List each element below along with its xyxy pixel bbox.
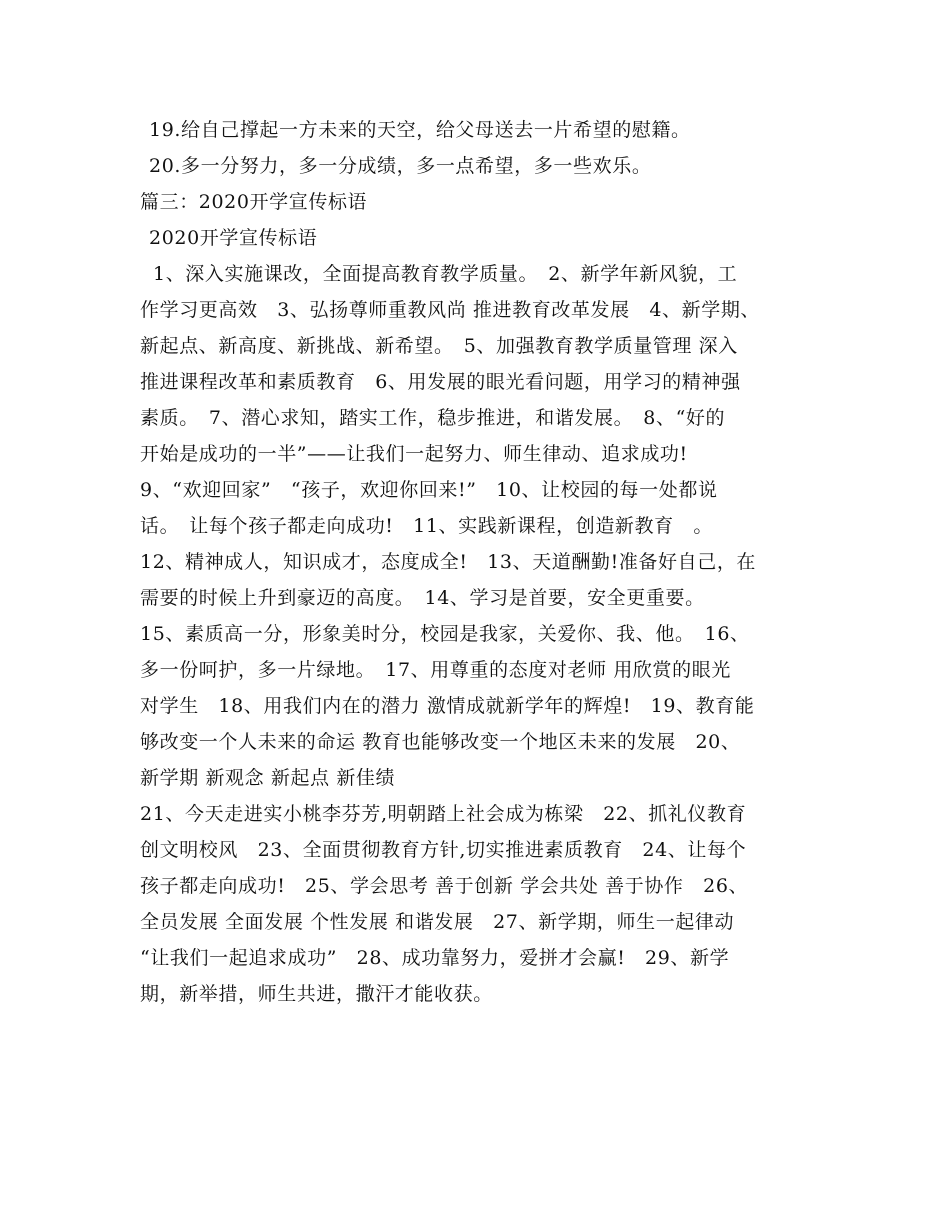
paragraph-line: 21、今天走进实小桃李芬芳,明朝踏上社会成为栋梁 22、抓礼仪教育 [140, 803, 747, 825]
paragraph-line: 作学习更高效 3、弘扬尊师重教风尚 推进教育改革发展 4、新学期、 [140, 299, 761, 321]
paragraph-line: 12、精神成人，知识成才，态度成全! 13、天道酬勤!准备好自己，在 [140, 551, 757, 573]
paragraph-line: 9、“欢迎回家” “孩子，欢迎你回来!” 10、让校园的每一处都说 [140, 479, 718, 501]
paragraph-line: 孩子都走向成功! 25、学会思考 善于创新 学会共处 善于协作 26、 [140, 875, 749, 897]
paragraph-line: 素质。 7、潜心求知，踏实工作，稳步推进，和谐发展。 8、“好的 [140, 407, 726, 429]
paragraph-line: 15、素质高一分，形象美时分，校园是我家，关爱你、我、他。 16、 [140, 623, 750, 645]
section-heading: 篇三：2020开学宣传标语 [140, 191, 368, 213]
paragraph-line: 开始是成功的一半”——让我们一起努力、师生律动、追求成功! [140, 443, 688, 465]
text-line-20: 20.多一分努力，多一分成绩，多一点希望，多一些欢乐。 [149, 155, 652, 177]
paragraph-line: 话。 让每个孩子都走向成功! 11、实践新课程，创造新教育 。 [140, 515, 713, 537]
paragraph-line: 全员发展 全面发展 个性发展 和谐发展 27、新学期，师生一起律动 [140, 911, 735, 933]
text-line-19: 19.给自己撑起一方未来的天空，给父母送去一片希望的慰籍。 [149, 119, 691, 141]
paragraph-line: 期，新举措，师生共进，撒汗才能收获。 [140, 983, 493, 1005]
paragraph-line: 推进课程改革和素质教育 6、用发展的眼光看问题，用学习的精神强 [140, 371, 741, 393]
paragraph-line: 够改变一个人未来的命运 教育也能够改变一个地区未来的发展 20、 [140, 731, 741, 753]
section-subtitle: 2020开学宣传标语 [149, 227, 318, 249]
paragraph-line: 创文明校风 23、全面贯彻教育方针,切实推进素质教育 24、让每个 [140, 839, 747, 861]
paragraph-line: “让我们一起追求成功” 28、成功靠努力，爱拼才会赢! 29、新学 [140, 947, 730, 969]
paragraph-line: 需要的时候上升到豪迈的高度。 14、学习是首要，安全更重要。 [140, 587, 705, 609]
paragraph-line: 新起点、新高度、新挑战、新希望。 5、加强教育教学质量管理 深入 [140, 335, 738, 357]
paragraph-line: 新学期 新观念 新起点 新佳绩 [140, 767, 396, 789]
paragraph-line: 对学生 18、用我们内在的潜力 激情成就新学年的辉煌! 19、教育能 [140, 695, 755, 717]
paragraph-line: 多一份呵护，多一片绿地。 17、用尊重的态度对老师 用欣赏的眼光 [140, 659, 731, 681]
paragraph-line: 1、深入实施课改，全面提高教育教学质量。 2、新学年新风貌，工 [153, 263, 738, 285]
